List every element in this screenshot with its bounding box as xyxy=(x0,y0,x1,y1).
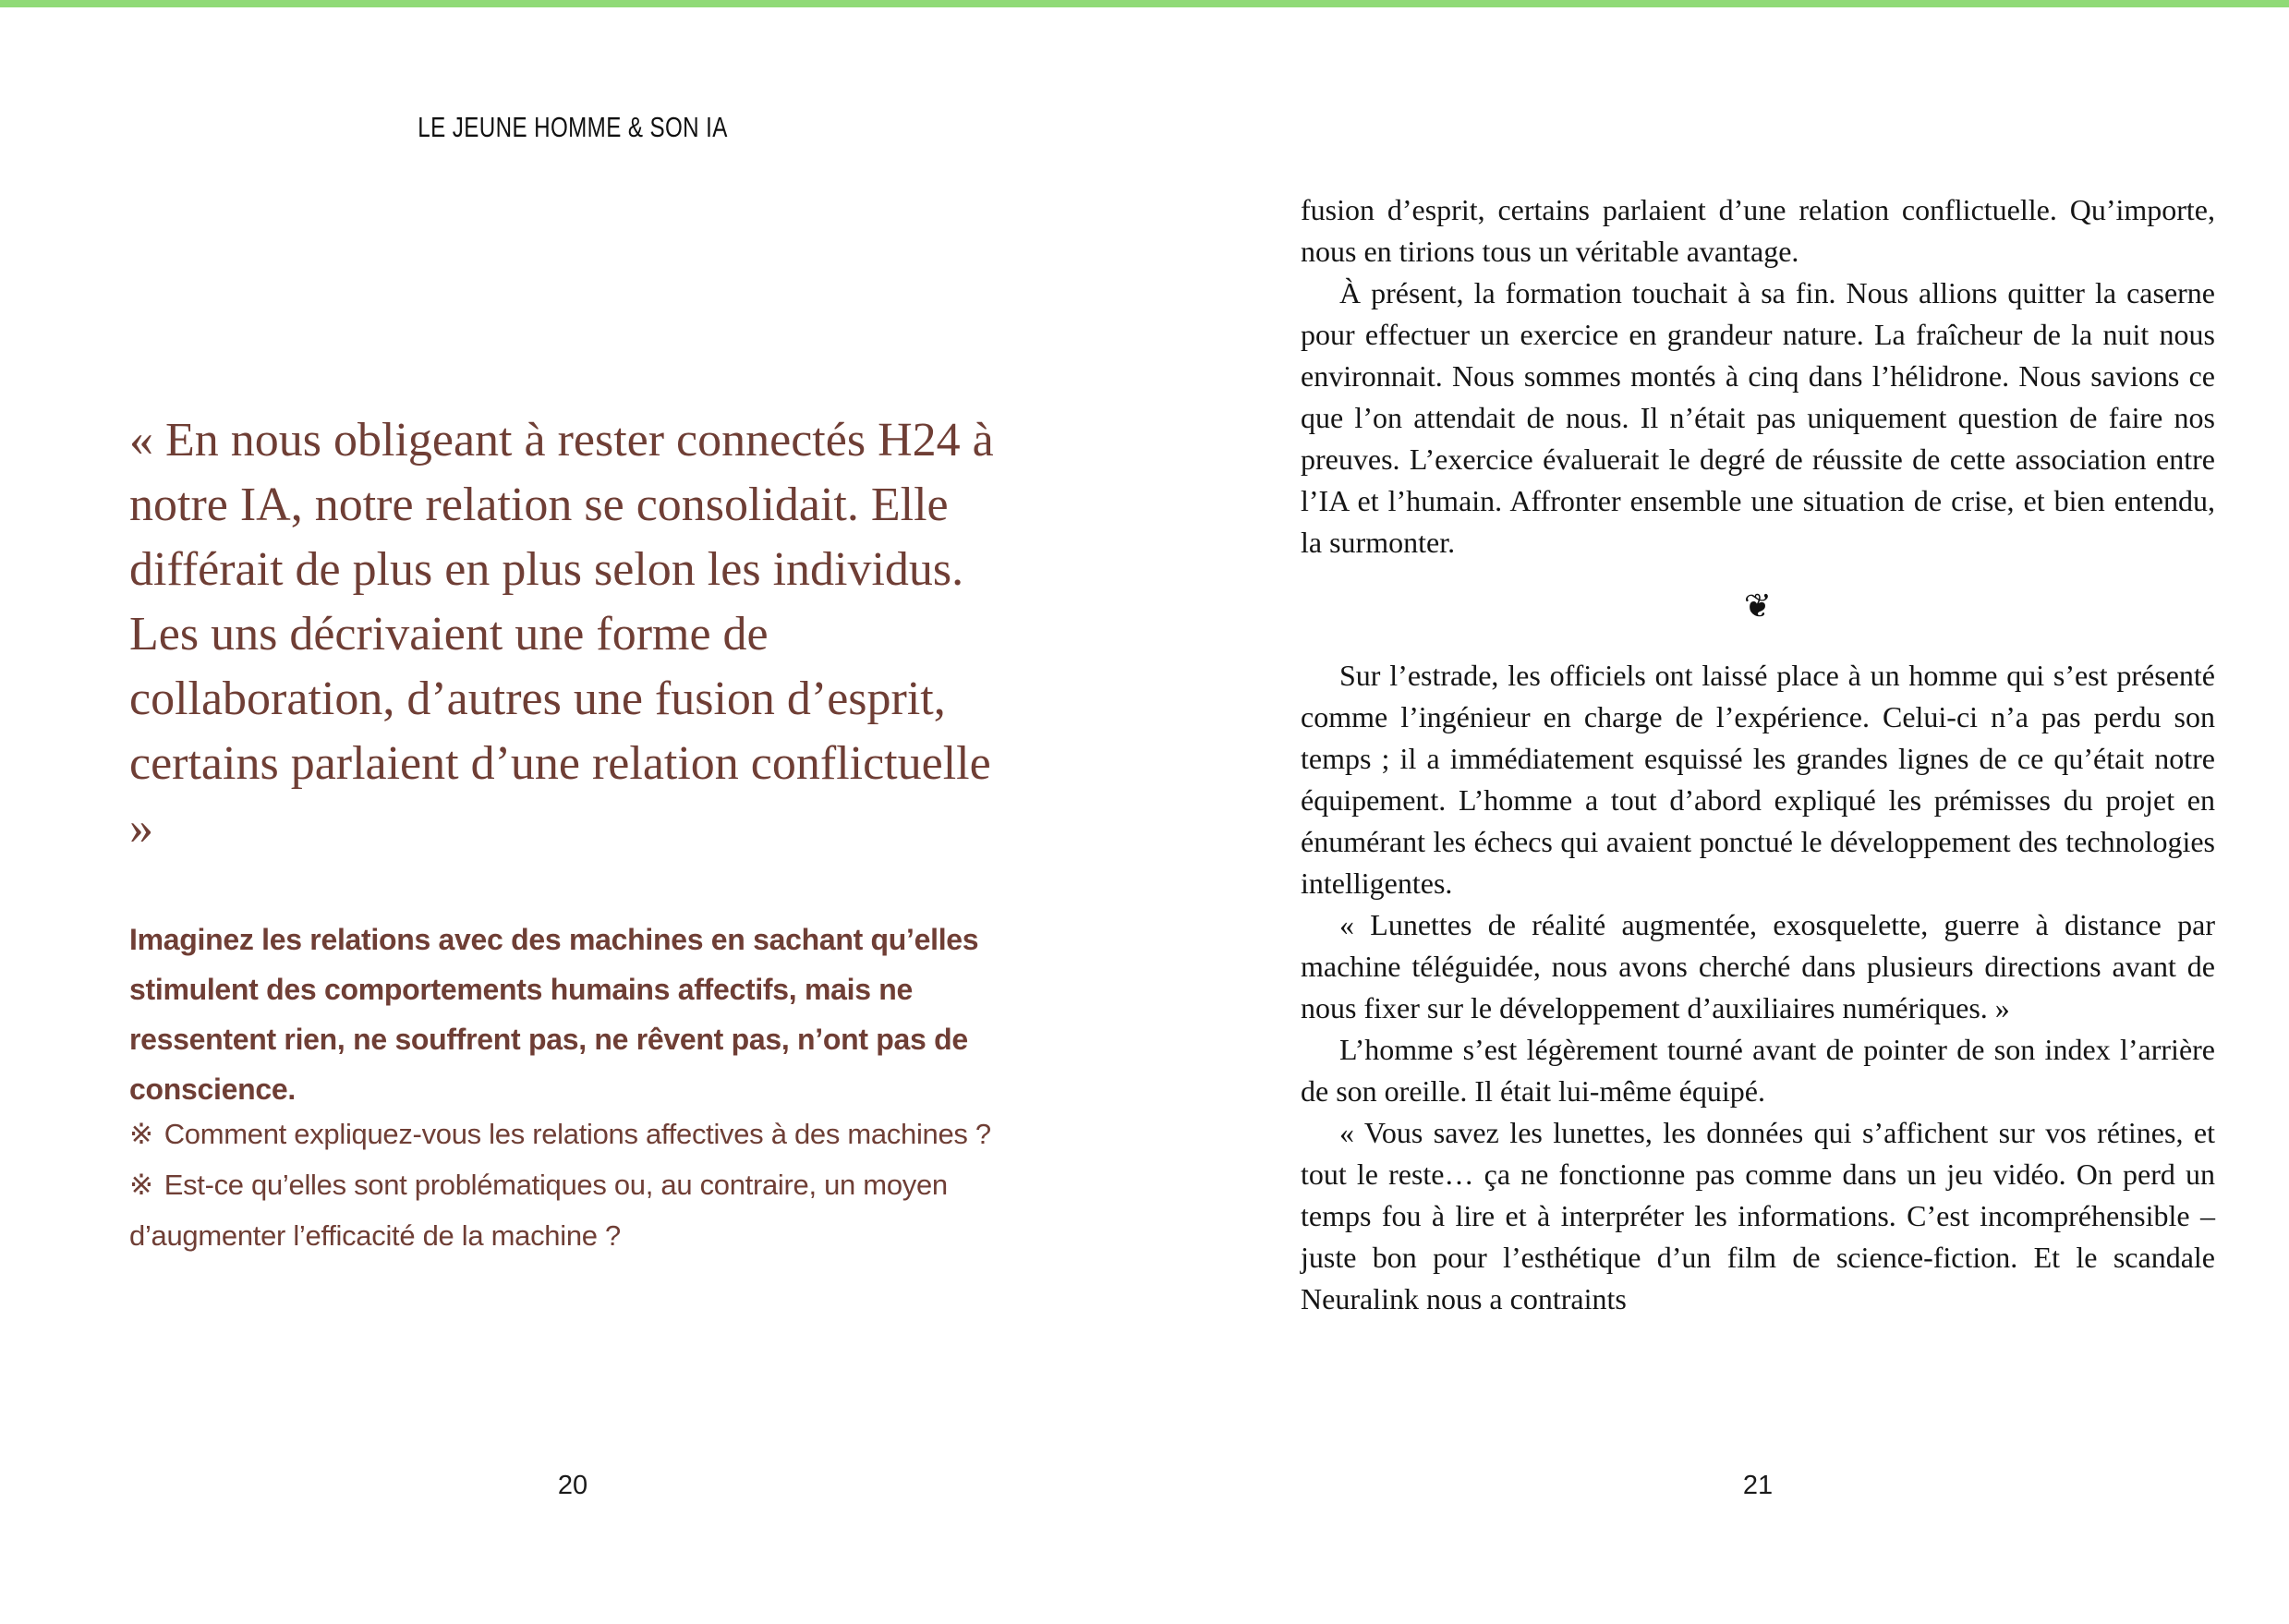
page-number-right: 21 xyxy=(1742,1471,1774,1500)
page-number-left: 20 xyxy=(557,1471,588,1500)
reference-mark-icon: ※ xyxy=(129,1169,153,1201)
body-paragraph: « Lunettes de réalité augmentée, exosquelette, guerre à distance par machine téléguidée, nous avons cherché dans plusieurs directions avant de nous fixer sur le développement d’auxiliaires numériques. » xyxy=(1301,908,2215,1024)
body-paragraph: Sur l’estrade, les officiels ont laissé place à un homme qui s’est présenté comme l’ingénieur en charge de l’expérience. Celui-ci n’a pas perdu son temps ; il a immédiatement esquissé les grandes lignes de ce qu’était notre équipement. L’homme a tout d’abord expliqué les prémisses du projet en énumérant les échecs qui avaient ponctué le développement des technologies intelligentes. xyxy=(1301,659,2215,900)
body-text-column xyxy=(1301,189,2215,1320)
question-text: Est-ce qu’elles sont problématiques ou, au contraire, un moyen d’augmenter l’efficacité de la machine ? xyxy=(129,1169,948,1252)
intro-paragraph: Imaginez les relations avec des machines en sachant qu’elles stimulent des comportements humains affectifs, mais ne ressentent rien, ne souffrent pas, ne rêvent pas, n’ont pas de conscience. xyxy=(129,923,979,1106)
question-list xyxy=(129,1109,1039,1261)
body-paragraph: « Vous savez les lunettes, les données qui s’affichent sur vos rétines, et tout le reste… ça ne fonctionne pas comme dans un jeu vidéo. On perd un temps fou à lire et à interpréter les informations. C’est incompréhensible – juste bon pour l’esthétique d’un film de science-fiction. Et le scandale Neuralink nous a contraints xyxy=(1301,1116,2215,1315)
running-header xyxy=(129,111,1016,144)
pull-quote: « En nous obligeant à rester connectés H24 à notre IA, notre relation se consolidait. Elle différait de plus en plus selon les individus. Les uns décrivaient une forme de collaboration, d’autres une fusion d’esprit, certains parlaient d’une relation conflictuelle » xyxy=(129,414,994,854)
question-item xyxy=(129,1159,1039,1261)
body-paragraph: fusion d’esprit, certains parlaient d’une relation conflictuelle. Qu’importe, nous en tirions tous un véritable avantage. xyxy=(1301,193,2215,268)
body-paragraph: À présent, la formation touchait à sa fin. Nous allions quitter la caserne pour effectuer un exercice en grandeur nature. La fraîcheur de la nuit nous environnait. Nous sommes montés à cinq dans l’hélidrone. Nous savions ce que l’on attendait de nous. Il n’était pas uniquement question de faire nos preuves. L’exercice évaluerait le degré de réussite de cette association entre l’IA et l’humain. Affronter ensemble une situation de crise, et bien entendu, la surmonter. xyxy=(1301,276,2215,559)
question-text: Comment expliquez-vous les relations affectives à des machines ? xyxy=(164,1118,991,1150)
question-item xyxy=(129,1109,1039,1159)
body-paragraph: L’homme s’est légèrement tourné avant de pointer de son index l’arrière de son oreille. Il était lui-même équipé. xyxy=(1301,1033,2215,1108)
top-accent-rule xyxy=(0,0,2289,7)
fleuron-ornament-icon: ❦ xyxy=(1743,588,1773,625)
reference-mark-icon: ※ xyxy=(129,1118,153,1150)
running-header-text: LE JEUNE HOMME & SON IA xyxy=(418,111,728,143)
